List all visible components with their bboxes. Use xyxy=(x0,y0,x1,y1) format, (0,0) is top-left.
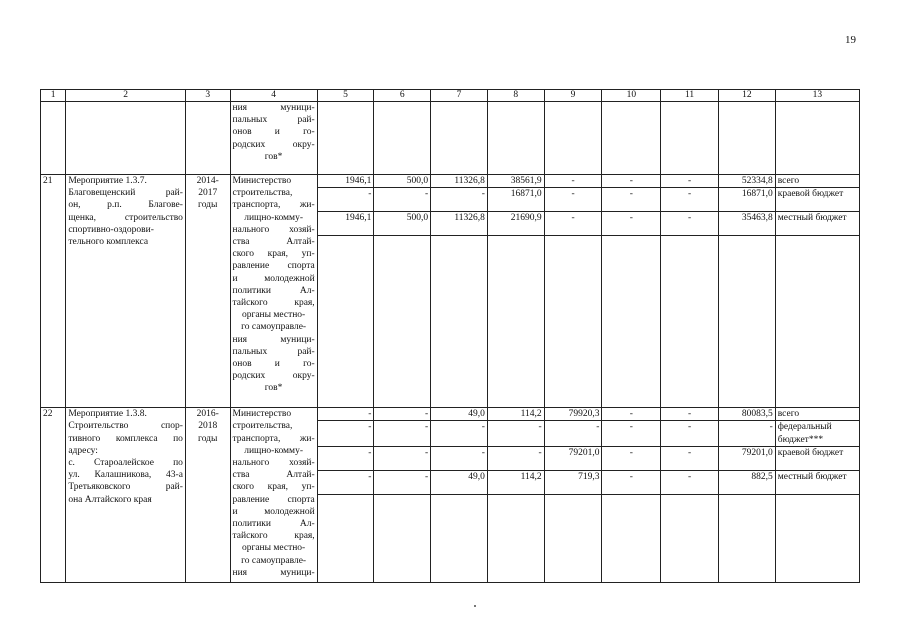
header-cell: 9 xyxy=(544,90,602,102)
value-cell: - xyxy=(544,421,602,446)
value-cell: - xyxy=(661,470,719,494)
budget-label: федеральный бюджет*** xyxy=(775,421,859,446)
value-cell: 49,0 xyxy=(431,470,488,494)
value-cell: 49,0 xyxy=(431,408,488,421)
value-cell: - xyxy=(374,470,431,494)
period: 2014- 2017 годы xyxy=(185,175,230,408)
row-number: 21 xyxy=(41,175,66,408)
value-cell: 21690,9 xyxy=(487,212,544,236)
value-cell: 11326,8 xyxy=(431,175,488,188)
value-cell: 1946,1 xyxy=(317,175,374,188)
budget-label: краевой бюджет xyxy=(775,446,859,470)
value-cell: 500,0 xyxy=(374,212,431,236)
header-cell: 11 xyxy=(661,90,719,102)
value-cell: - xyxy=(544,212,602,236)
page-number: 19 xyxy=(845,34,856,46)
value-cell: 1946,1 xyxy=(317,212,374,236)
measures-table xyxy=(40,89,860,583)
value-cell: - xyxy=(602,212,661,236)
value-cell: - xyxy=(661,212,719,236)
budget-label: краевой бюджет xyxy=(775,188,859,212)
header-cell: 13 xyxy=(775,90,859,102)
value-cell: - xyxy=(374,188,431,212)
value-cell: - xyxy=(602,470,661,494)
value-cell: - xyxy=(661,408,719,421)
value-cell: - xyxy=(317,421,374,446)
row-number: 22 xyxy=(41,408,66,583)
value-cell: - xyxy=(487,421,544,446)
value-cell: - xyxy=(431,421,488,446)
budget-label: всего xyxy=(775,175,859,188)
executor: Министерство строительства, транспорта, жи- лищно-комму- нального хозяй- ства Алтай- ского края, уп- равление спорта и молодежной политики Ал- тайского края, органы местно- го самоуправле- ния муници- xyxy=(230,408,317,583)
budget-label: всего xyxy=(775,408,859,421)
budget-label: местный бюджет xyxy=(775,470,859,494)
header-cell: 4 xyxy=(230,90,317,102)
value-cell: 79201,0 xyxy=(718,446,775,470)
value-cell: - xyxy=(317,408,374,421)
measure-name: Мероприятие 1.3.8. Строительство спор- тивного комплекса по адресу: с. Староалейское по ул. Калашникова, 43-а Третьяковского рай- она Алтайского края xyxy=(66,408,186,583)
value-cell: - xyxy=(661,188,719,212)
value-cell: 38561,9 xyxy=(487,175,544,188)
value-cell: - xyxy=(487,446,544,470)
header-row xyxy=(41,90,860,102)
value-cell: - xyxy=(431,446,488,470)
value-cell: - xyxy=(544,175,602,188)
scan-speck xyxy=(474,605,476,607)
continuation-row xyxy=(41,102,860,175)
value-cell: 79920,3 xyxy=(544,408,602,421)
value-cell: - xyxy=(661,175,719,188)
budget-label: местный бюджет xyxy=(775,212,859,236)
value-cell: - xyxy=(602,446,661,470)
header-cell: 6 xyxy=(374,90,431,102)
header-cell: 3 xyxy=(185,90,230,102)
value-cell: - xyxy=(602,421,661,446)
value-cell: - xyxy=(661,446,719,470)
value-cell: 52334,8 xyxy=(718,175,775,188)
header-cell: 10 xyxy=(602,90,661,102)
period: 2016- 2018 годы xyxy=(185,408,230,583)
value-cell: 882,5 xyxy=(718,470,775,494)
value-cell: - xyxy=(602,188,661,212)
value-cell: - xyxy=(431,188,488,212)
value-cell: - xyxy=(374,408,431,421)
value-cell: - xyxy=(374,446,431,470)
value-cell: - xyxy=(602,408,661,421)
table-row xyxy=(41,408,860,421)
value-cell: - xyxy=(718,421,775,446)
value-cell: 35463,8 xyxy=(718,212,775,236)
value-cell: - xyxy=(661,421,719,446)
measure-name: Мероприятие 1.3.7. Благовещенский рай- он, р.п. Благове- щенка, строительство спортивно-оздорови- тельного комплекса xyxy=(66,175,186,408)
value-cell: 500,0 xyxy=(374,175,431,188)
value-cell: - xyxy=(544,188,602,212)
table-row xyxy=(41,175,860,188)
header-cell: 1 xyxy=(41,90,66,102)
header-cell: 7 xyxy=(431,90,488,102)
value-cell: 80083,5 xyxy=(718,408,775,421)
value-cell: 16871,0 xyxy=(718,188,775,212)
header-cell: 8 xyxy=(487,90,544,102)
continuation-executor: ния муници- пальных рай- онов и го- родских окру- гов* xyxy=(230,102,317,175)
value-cell: 114,2 xyxy=(487,470,544,494)
value-cell: 719,3 xyxy=(544,470,602,494)
value-cell: - xyxy=(317,470,374,494)
header-cell: 5 xyxy=(317,90,374,102)
value-cell: 79201,0 xyxy=(544,446,602,470)
value-cell: 16871,0 xyxy=(487,188,544,212)
value-cell: 11326,8 xyxy=(431,212,488,236)
value-cell: - xyxy=(317,188,374,212)
header-cell: 12 xyxy=(718,90,775,102)
executor: Министерство строительства, транспорта, жи- лищно-комму- нального хозяй- ства Алтай- ского края, уп- равление спорта и молодежной политики Ал- тайского края, органы местно- го самоуправле- ния муници- пальных рай- онов и го- родских окру- гов* xyxy=(230,175,317,408)
value-cell: - xyxy=(602,175,661,188)
value-cell: 114,2 xyxy=(487,408,544,421)
header-cell: 2 xyxy=(66,90,186,102)
value-cell: - xyxy=(374,421,431,446)
value-cell: - xyxy=(317,446,374,470)
